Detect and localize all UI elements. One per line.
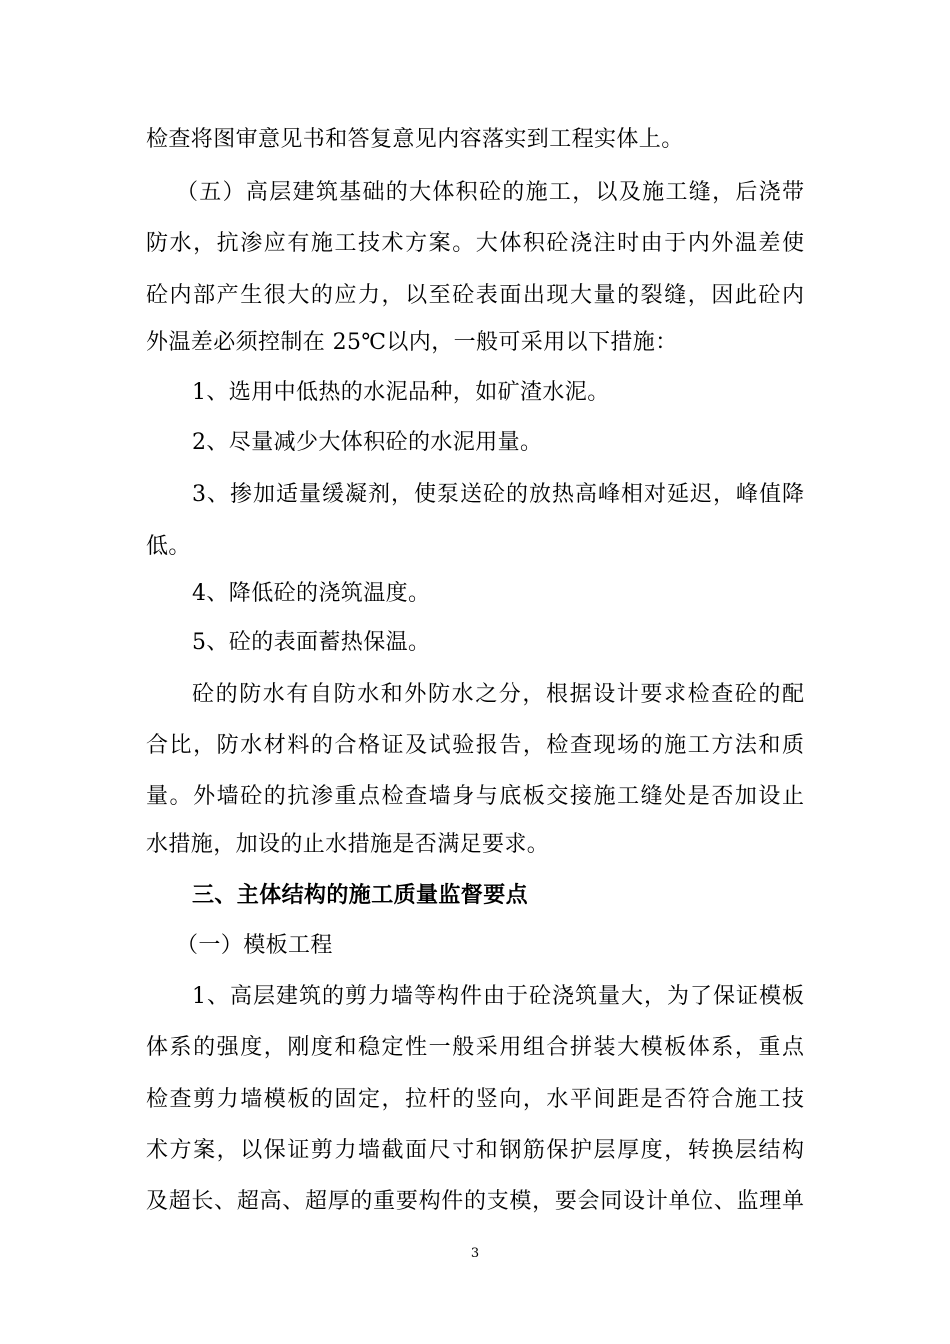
page-number: 3 [470, 1246, 480, 1261]
text-line-3: 防水，抗渗应有施工技术方案。大体积砼浇注时由于内外温差使 [146, 231, 804, 256]
text-line-15: 水措施，加设的止水措施是否满足要求。 [146, 832, 550, 857]
text-line-12: 砼的防水有自防水和外防水之分，根据设计要求检查砼的配 [192, 682, 804, 707]
text-line-19: 体系的强度，刚度和稳定性一般采用组合拼装大模板体系，重点 [146, 1035, 804, 1060]
text-line-14: 量。外墙砼的抗渗重点检查墙身与底板交接施工缝处是否加设止 [146, 784, 804, 809]
list-item-3-continuation: 低。 [146, 534, 191, 559]
text-line-22: 及超长、超高、超厚的重要构件的支模，要会同设计单位、监理单 [146, 1189, 804, 1214]
text-line-4: 砼内部产生很大的应力，以至砼表面出现大量的裂缝，因此砼内 [146, 283, 804, 308]
text-line-18: 1、高层建筑的剪力墙等构件由于砼浇筑量大，为了保证模板 [192, 984, 804, 1009]
text-line-2: （五）高层建筑基础的大体积砼的施工，以及施工缝，后浇带 [176, 180, 804, 205]
text-line-1: 检查将图审意见书和答复意见内容落实到工程实体上。 [146, 127, 684, 152]
list-item-2: 2、尽量减少大体积砼的水泥用量。 [192, 430, 543, 455]
list-item-1: 1、选用中低热的水泥品种，如矿渣水泥。 [192, 380, 610, 405]
text-line-21: 术方案，以保证剪力墙截面尺寸和钢筋保护层厚度，转换层结构 [146, 1138, 804, 1163]
list-item-3: 3、掺加适量缓凝剂，使泵送砼的放热高峰相对延迟，峰值降 [192, 482, 804, 507]
section-heading: 三、主体结构的施工质量监督要点 [192, 882, 529, 908]
list-item-5: 5、砼的表面蓄热保温。 [192, 630, 431, 655]
text-line-13: 合比，防水材料的合格证及试验报告，检查现场的施工方法和质 [146, 733, 804, 758]
subsection-heading: （一）模板工程 [176, 933, 333, 958]
text-line-20: 检查剪力墙模板的固定，拉杆的竖向，水平间距是否符合施工技 [146, 1087, 804, 1112]
text-line-5: 外温差必须控制在 25℃以内，一般可采用以下措施： [146, 330, 678, 355]
list-item-4: 4、降低砼的浇筑温度。 [192, 581, 431, 606]
